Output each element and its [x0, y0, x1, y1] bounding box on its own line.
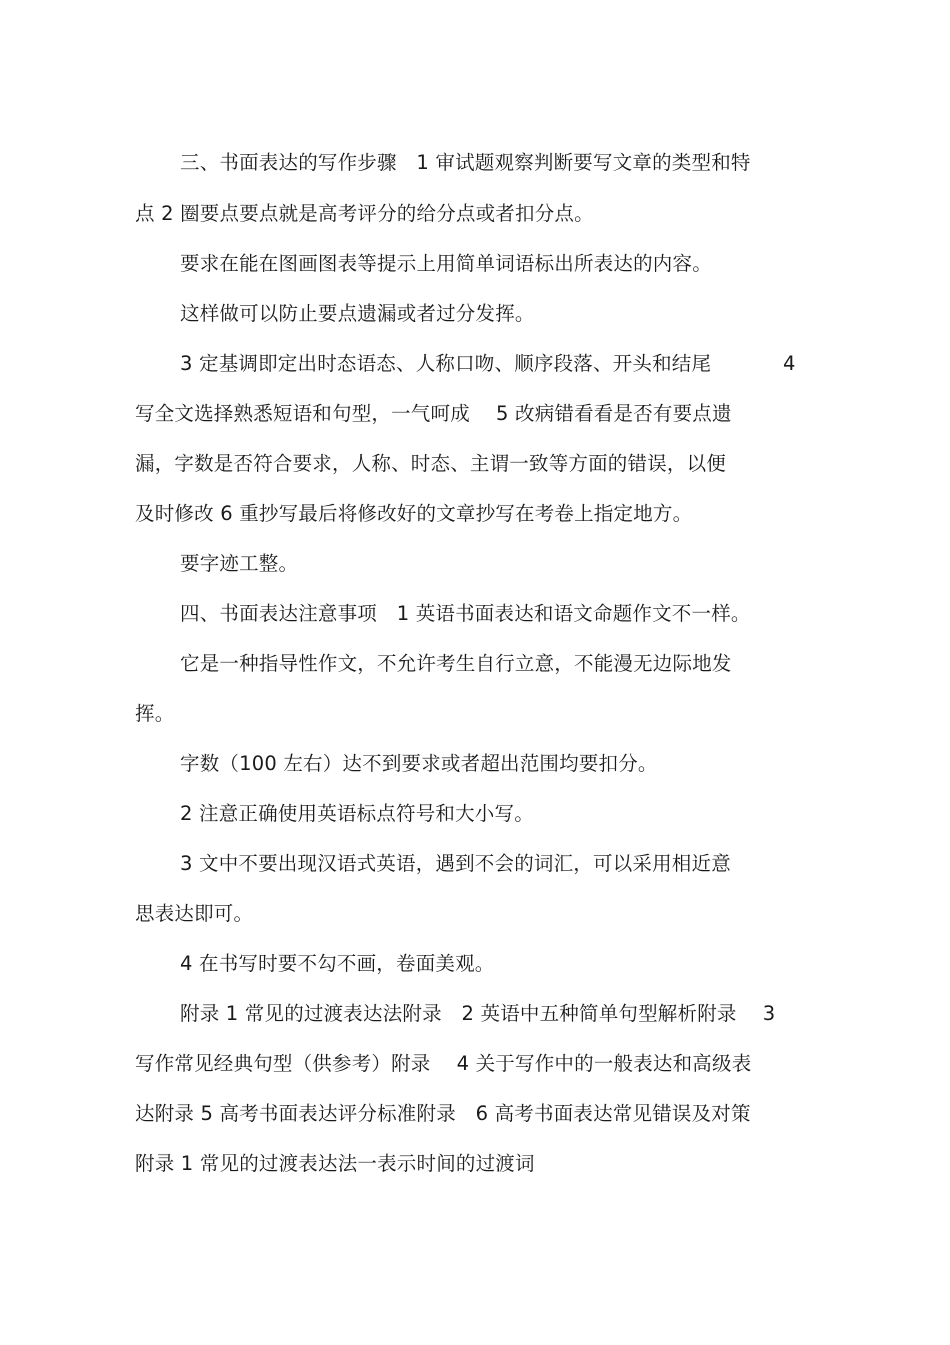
paragraph-line: 字数（100 左右）达不到要求或者超出范围均要扣分。 [180, 752, 658, 775]
paragraph-line: 4 在书写时要不勾不画，卷面美观。 [180, 952, 495, 975]
paragraph-line: 三、书面表达的写作步骤 1 审试题观察判断要写文章的类型和特 [180, 151, 751, 174]
paragraph-line: 这样做可以防止要点遗漏或者过分发挥。 [180, 302, 535, 325]
paragraph-line: 附录 1 常见的过渡表达法附录 2 英语中五种简单句型解析附录 3 [180, 1002, 776, 1025]
paragraph-line: 附录 1 常见的过渡表达法一表示时间的过渡词 [135, 1152, 535, 1175]
paragraph-line: 漏，字数是否符合要求，人称、时态、主谓一致等方面的错误，以便 [135, 452, 727, 475]
paragraph-line: 要字迹工整。 [180, 552, 299, 575]
paragraph-line: 3 定基调即定出时态语态、人称口吻、顺序段落、开头和结尾 [180, 352, 712, 375]
paragraph-line: 及时修改 6 重抄写最后将修改好的文章抄写在考卷上指定地方。 [135, 502, 693, 525]
paragraph-line: 达附录 5 高考书面表达评分标准附录 6 高考书面表达常见错误及对策 [135, 1102, 751, 1125]
paragraph-line: 2 注意正确使用英语标点符号和大小写。 [180, 802, 534, 825]
paragraph-line: 写作常见经典句型（供参考）附录 4 关于写作中的一般表达和高级表 [135, 1052, 752, 1075]
paragraph-line: 3 文中不要出现汉语式英语，遇到不会的词汇，可以采用相近意 [180, 852, 731, 875]
paragraph-line: 挥。 [135, 702, 175, 725]
paragraph-line: 它是一种指导性作文，不允许考生自行立意，不能漫无边际地发 [180, 652, 732, 675]
paragraph-line: 点 2 圈要点要点就是高考评分的给分点或者扣分点。 [135, 202, 594, 225]
paragraph-line: 写全文选择熟悉短语和句型，一气呵成 5 改病错看看是否有要点遗 [135, 402, 732, 425]
paragraph-line: 思表达即可。 [135, 902, 254, 925]
paragraph-line: 要求在能在图画图表等提示上用简单词语标出所表达的内容。 [180, 252, 712, 275]
paragraph-line: 4 [783, 352, 796, 375]
paragraph-line: 四、书面表达注意事项 1 英语书面表达和语文命题作文不一样。 [180, 602, 751, 625]
